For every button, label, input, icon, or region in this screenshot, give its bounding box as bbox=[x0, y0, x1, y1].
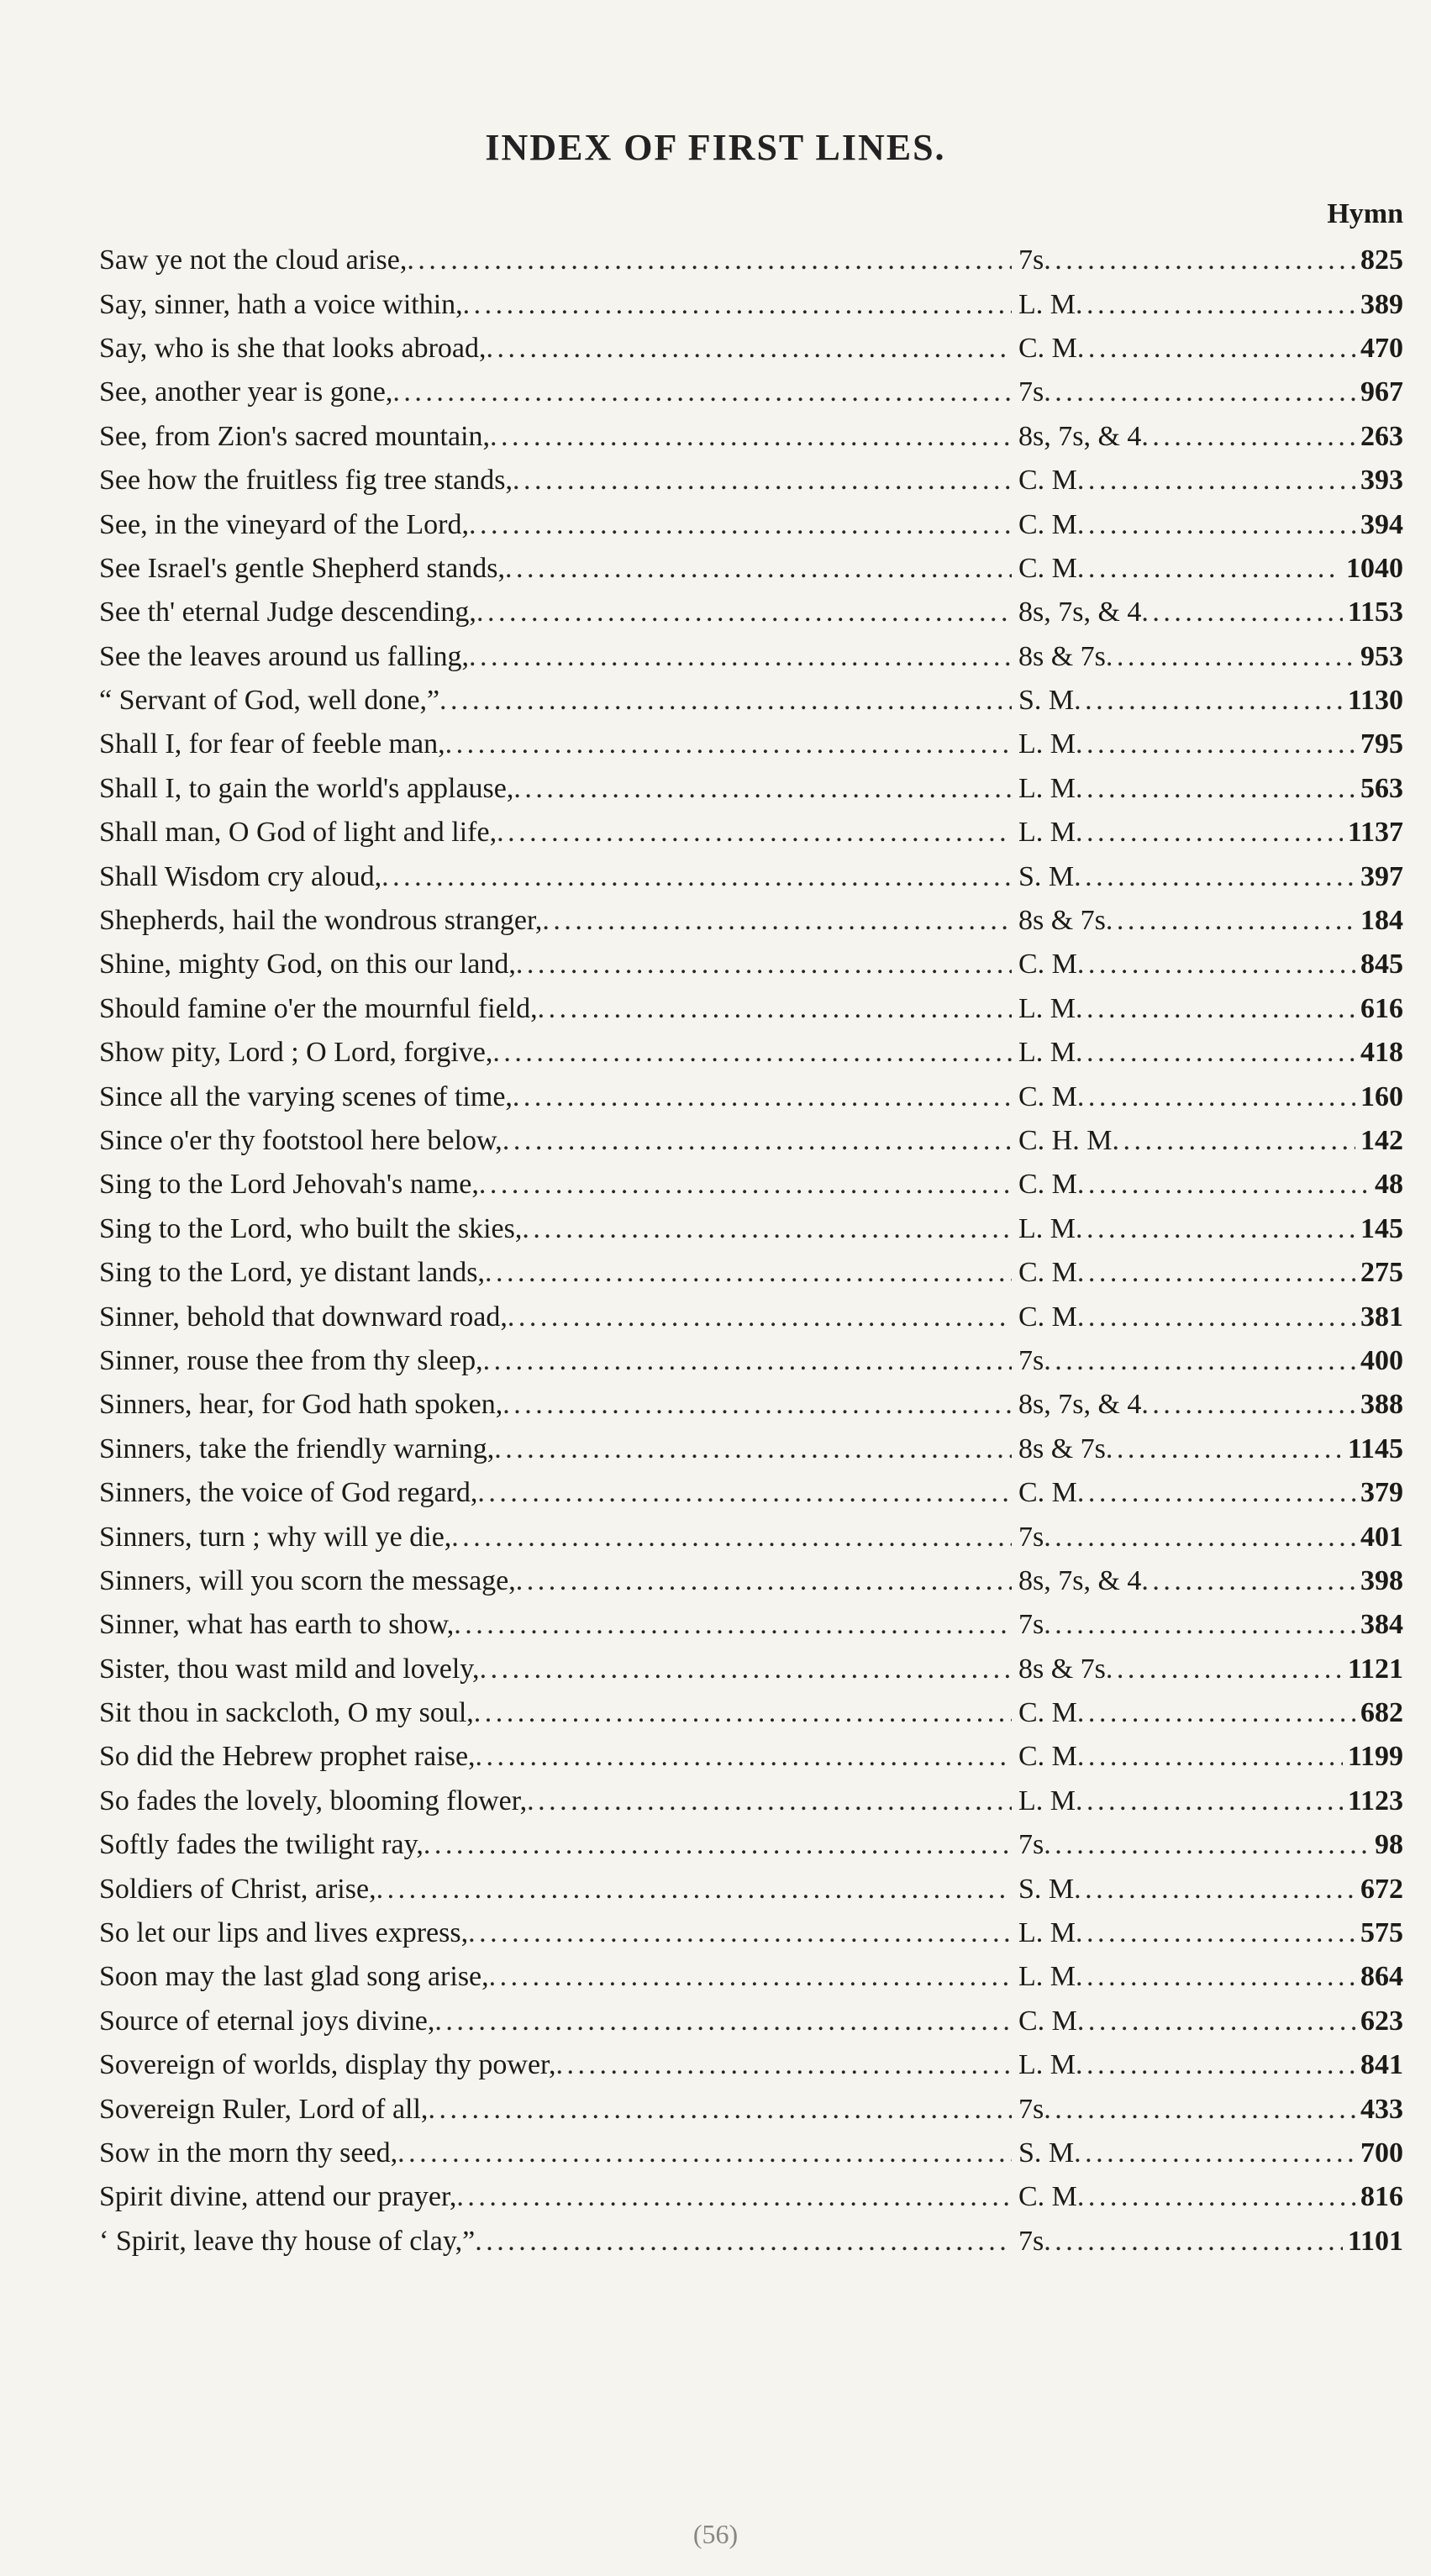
dot-leader bbox=[439, 684, 1012, 718]
index-entry bbox=[99, 987, 1403, 1031]
hymn-number: 816 bbox=[1360, 2181, 1403, 2213]
index-entry bbox=[99, 1735, 1403, 1779]
index-list bbox=[99, 239, 1403, 2263]
dot-leader bbox=[1077, 508, 1355, 542]
index-entry bbox=[99, 1780, 1403, 1823]
first-line: Saw ye not the cloud arise, bbox=[99, 244, 408, 276]
dot-leader bbox=[1074, 684, 1343, 718]
dot-leader bbox=[1076, 1036, 1355, 1070]
meter: 8s & 7s bbox=[1018, 905, 1106, 937]
dot-leader bbox=[1077, 1256, 1355, 1290]
hymn-number: 864 bbox=[1360, 1961, 1403, 1993]
dot-leader bbox=[1106, 640, 1355, 674]
hymn-number: 1199 bbox=[1347, 1741, 1403, 1773]
first-line: Say, sinner, hath a voice within, bbox=[99, 288, 463, 320]
first-line: ‘ Spirit, leave thy house of clay,” bbox=[99, 2225, 476, 2257]
index-entry bbox=[99, 1295, 1403, 1338]
index-entry bbox=[99, 854, 1403, 898]
hymn-number: 398 bbox=[1360, 1564, 1403, 1596]
dot-leader bbox=[434, 2005, 1012, 2038]
first-line: Spirit divine, attend our prayer, bbox=[99, 2181, 457, 2213]
dot-leader bbox=[1044, 2093, 1355, 2127]
dot-leader bbox=[1077, 1301, 1355, 1334]
dot-leader bbox=[392, 376, 1012, 409]
first-line: Sinner, rouse thee from thy sleep, bbox=[99, 1344, 483, 1376]
hymn-number: 397 bbox=[1360, 860, 1403, 892]
dot-leader bbox=[477, 1476, 1012, 1510]
dot-leader bbox=[483, 1344, 1012, 1378]
dot-leader bbox=[538, 992, 1012, 1026]
first-line: See, another year is gone, bbox=[99, 376, 393, 408]
index-entry bbox=[99, 591, 1403, 634]
index-entry bbox=[99, 1207, 1403, 1251]
dot-leader bbox=[445, 728, 1012, 761]
index-entry bbox=[99, 2132, 1403, 2175]
index-entry bbox=[99, 282, 1403, 326]
meter: C. M bbox=[1018, 552, 1077, 584]
dot-leader bbox=[502, 1388, 1012, 1422]
dot-leader bbox=[1077, 332, 1355, 365]
index-entry bbox=[99, 1648, 1403, 1691]
meter: 7s bbox=[1018, 2225, 1044, 2257]
index-entry bbox=[99, 1251, 1403, 1295]
dot-leader bbox=[522, 1212, 1012, 1246]
dot-leader bbox=[1077, 2180, 1355, 2214]
hymn-number: 48 bbox=[1375, 1169, 1403, 1201]
first-line: Sister, thou wast mild and lovely, bbox=[99, 1653, 480, 1685]
dot-leader bbox=[508, 1301, 1012, 1334]
first-line: Sinners, turn ; why will ye die, bbox=[99, 1521, 452, 1553]
hymn-number: 575 bbox=[1360, 1917, 1403, 1949]
dot-leader bbox=[428, 2093, 1012, 2127]
first-line: Softly fades the twilight ray, bbox=[99, 1829, 424, 1861]
meter: C. M bbox=[1018, 1477, 1077, 1509]
index-entry bbox=[99, 1911, 1403, 1955]
first-line: Sinner, what has earth to show, bbox=[99, 1609, 455, 1641]
index-entry bbox=[99, 1031, 1403, 1075]
hymn-number: 1040 bbox=[1346, 552, 1403, 584]
meter: S. M bbox=[1018, 860, 1075, 892]
first-line: See, in the vineyard of the Lord, bbox=[99, 508, 469, 540]
meter: C. M bbox=[1018, 1080, 1077, 1112]
hymn-number: 394 bbox=[1360, 508, 1403, 540]
dot-leader bbox=[505, 552, 1012, 586]
dot-leader bbox=[485, 1256, 1012, 1290]
meter: 7s bbox=[1018, 244, 1044, 276]
dot-leader bbox=[1076, 1212, 1355, 1246]
index-entry bbox=[99, 371, 1403, 414]
first-line: Soldiers of Christ, arise, bbox=[99, 1873, 376, 1905]
dot-leader bbox=[1076, 288, 1355, 322]
dot-leader bbox=[1077, 1168, 1370, 1201]
dot-leader bbox=[1106, 1433, 1343, 1466]
meter: 8s & 7s bbox=[1018, 1433, 1106, 1464]
dot-leader bbox=[1077, 1740, 1343, 1774]
meter: 7s bbox=[1018, 1829, 1044, 1861]
first-line: See Israel's gentle Shepherd stands, bbox=[99, 552, 505, 584]
hymn-number: 263 bbox=[1360, 420, 1403, 452]
dot-leader bbox=[397, 2137, 1012, 2170]
dot-leader bbox=[454, 1608, 1012, 1642]
meter: L. M bbox=[1018, 1917, 1076, 1949]
hymn-number: 1137 bbox=[1347, 817, 1403, 849]
dot-leader bbox=[376, 1873, 1012, 1906]
index-entry bbox=[99, 943, 1403, 986]
index-entry bbox=[99, 502, 1403, 546]
dot-leader bbox=[489, 1960, 1012, 1994]
dot-leader bbox=[497, 816, 1012, 849]
meter: 8s, 7s, & 4 bbox=[1018, 420, 1142, 452]
dot-leader bbox=[1077, 1080, 1355, 1114]
hymn-number: 275 bbox=[1360, 1257, 1403, 1289]
index-entry bbox=[99, 327, 1403, 371]
meter: S. M bbox=[1018, 685, 1075, 717]
hymn-number: 433 bbox=[1360, 2093, 1403, 2125]
dot-leader bbox=[468, 1916, 1012, 1950]
meter: L. M bbox=[1018, 1212, 1076, 1244]
index-entry bbox=[99, 1515, 1403, 1559]
dot-leader bbox=[1074, 2137, 1355, 2170]
dot-leader bbox=[1141, 420, 1355, 454]
first-line: Sovereign of worlds, display thy power, bbox=[99, 2049, 556, 2081]
dot-leader bbox=[1077, 1696, 1355, 1730]
hymn-number: 967 bbox=[1360, 376, 1403, 408]
dot-leader bbox=[516, 1564, 1012, 1598]
first-line: See th' eternal Judge descending, bbox=[99, 597, 476, 628]
hymn-number: 841 bbox=[1360, 2049, 1403, 2081]
hymn-number: 381 bbox=[1360, 1301, 1403, 1333]
index-entry bbox=[99, 1691, 1403, 1735]
dot-leader bbox=[527, 1785, 1012, 1818]
dot-leader bbox=[463, 288, 1012, 322]
first-line: So did the Hebrew prophet raise, bbox=[99, 1741, 476, 1773]
dot-leader bbox=[1076, 816, 1343, 849]
dot-leader bbox=[502, 1124, 1012, 1158]
hymn-number: 1101 bbox=[1347, 2225, 1403, 2257]
meter: 7s bbox=[1018, 2093, 1044, 2125]
first-line: Shall I, to gain the world's applause, bbox=[99, 772, 514, 804]
dot-leader bbox=[451, 1521, 1012, 1554]
dot-leader bbox=[1141, 596, 1342, 629]
dot-leader bbox=[556, 2048, 1012, 2082]
meter: 7s bbox=[1018, 376, 1044, 408]
hymn-number: 1145 bbox=[1347, 1433, 1403, 1464]
meter: S. M bbox=[1018, 2137, 1075, 2169]
first-line: Soon may the last glad song arise, bbox=[99, 1961, 489, 1993]
meter: 8s, 7s, & 4 bbox=[1018, 1564, 1142, 1596]
index-entry bbox=[99, 2087, 1403, 2131]
hymn-number: 389 bbox=[1360, 288, 1403, 320]
meter: C. M bbox=[1018, 1257, 1077, 1289]
hymn-number: 672 bbox=[1360, 1873, 1403, 1905]
dot-leader bbox=[480, 1653, 1012, 1686]
first-line: Sinners, take the friendly warning, bbox=[99, 1433, 495, 1464]
index-entry bbox=[99, 1603, 1403, 1647]
dot-leader bbox=[1044, 2225, 1343, 2258]
dot-leader bbox=[1076, 1916, 1355, 1950]
index-entry bbox=[99, 2175, 1403, 2219]
index-entry bbox=[99, 1955, 1403, 1999]
meter: C. M bbox=[1018, 508, 1077, 540]
meter: L. M bbox=[1018, 1785, 1076, 1816]
hymn-number: 616 bbox=[1360, 992, 1403, 1024]
index-entry bbox=[99, 415, 1403, 459]
first-line: Since all the varying scenes of time, bbox=[99, 1080, 513, 1112]
meter: L. M bbox=[1018, 728, 1076, 760]
dot-leader bbox=[494, 1433, 1012, 1466]
first-line: Sinners, will you scorn the message, bbox=[99, 1564, 516, 1596]
page-title: INDEX OF FIRST LINES. bbox=[485, 127, 946, 168]
hymn-number: 98 bbox=[1375, 1829, 1403, 1861]
hymn-number: 953 bbox=[1360, 640, 1403, 672]
dot-leader bbox=[407, 244, 1012, 277]
hymn-number: 142 bbox=[1360, 1125, 1403, 1156]
meter: L. M bbox=[1018, 1961, 1076, 1993]
first-line: Shall I, for fear of feeble man, bbox=[99, 728, 445, 760]
meter: 7s bbox=[1018, 1609, 1044, 1641]
hymn-number: 400 bbox=[1360, 1344, 1403, 1376]
index-entry bbox=[99, 723, 1403, 766]
dot-leader bbox=[1077, 1476, 1355, 1510]
first-line: Should famine o'er the mournful field, bbox=[99, 992, 538, 1024]
meter: C. M bbox=[1018, 1741, 1077, 1773]
meter: C. M bbox=[1018, 2005, 1077, 2037]
meter: L. M bbox=[1018, 992, 1076, 1024]
hymn-number: 184 bbox=[1360, 905, 1403, 937]
first-line: “ Servant of God, well done,” bbox=[99, 685, 440, 717]
first-line: Sing to the Lord, who built the skies, bbox=[99, 1212, 523, 1244]
dot-leader bbox=[476, 596, 1012, 629]
dot-leader bbox=[516, 948, 1012, 981]
dot-leader bbox=[1077, 552, 1341, 586]
index-entry bbox=[99, 1339, 1403, 1383]
index-entry bbox=[99, 2000, 1403, 2043]
meter: 8s & 7s bbox=[1018, 640, 1106, 672]
hymn-number: 470 bbox=[1360, 332, 1403, 364]
meter: L. M bbox=[1018, 772, 1076, 804]
hymn-number: 825 bbox=[1360, 244, 1403, 276]
dot-leader bbox=[487, 332, 1012, 365]
index-entry bbox=[99, 1867, 1403, 1911]
hymn-number: 1153 bbox=[1347, 597, 1403, 628]
meter: S. M bbox=[1018, 1873, 1075, 1905]
first-line: Sinners, the voice of God regard, bbox=[99, 1477, 478, 1509]
hymn-number: 393 bbox=[1360, 465, 1403, 497]
hymn-column-header: Hymn bbox=[1327, 198, 1403, 229]
index-entry bbox=[99, 1823, 1403, 1867]
meter: L. M bbox=[1018, 288, 1076, 320]
dot-leader bbox=[1077, 2005, 1355, 2038]
dot-leader bbox=[513, 1080, 1012, 1114]
index-entry bbox=[99, 1427, 1403, 1471]
dot-leader bbox=[1044, 376, 1355, 409]
dot-leader bbox=[1077, 948, 1355, 981]
index-entry bbox=[99, 2220, 1403, 2263]
index-entry bbox=[99, 1119, 1403, 1163]
first-line: Sinner, behold that downward road, bbox=[99, 1301, 508, 1333]
index-entry bbox=[99, 239, 1403, 282]
dot-leader bbox=[1141, 1564, 1355, 1598]
meter: L. M bbox=[1018, 817, 1076, 849]
first-line: Sing to the Lord Jehovah's name, bbox=[99, 1169, 479, 1201]
dot-leader bbox=[1044, 1828, 1370, 1862]
meter: C. M bbox=[1018, 2181, 1077, 2213]
first-line: See the leaves around us falling, bbox=[99, 640, 469, 672]
first-line: So fades the lovely, blooming flower, bbox=[99, 1785, 528, 1816]
dot-leader bbox=[475, 2225, 1012, 2258]
index-entry bbox=[99, 459, 1403, 502]
index-entry bbox=[99, 1383, 1403, 1427]
first-line: Source of eternal joys divine, bbox=[99, 2005, 435, 2037]
dot-leader bbox=[1076, 992, 1355, 1026]
index-entry bbox=[99, 2043, 1403, 2087]
meter: C. H. M bbox=[1018, 1125, 1113, 1156]
dot-leader bbox=[490, 420, 1012, 454]
dot-leader bbox=[1106, 904, 1355, 938]
index-entry bbox=[99, 1075, 1403, 1118]
index-entry bbox=[99, 1163, 1403, 1207]
meter: 7s bbox=[1018, 1344, 1044, 1376]
hymn-number: 384 bbox=[1360, 1609, 1403, 1641]
dot-leader bbox=[469, 640, 1012, 674]
hymn-number: 795 bbox=[1360, 728, 1403, 760]
dot-leader bbox=[1076, 728, 1355, 761]
hymn-number: 623 bbox=[1360, 2005, 1403, 2037]
dot-leader bbox=[1076, 772, 1355, 806]
meter: C. M bbox=[1018, 465, 1077, 497]
dot-leader bbox=[1044, 1608, 1355, 1642]
meter: C. M bbox=[1018, 1697, 1077, 1729]
hymn-number: 401 bbox=[1360, 1521, 1403, 1553]
hymn-number: 1121 bbox=[1347, 1653, 1403, 1685]
hymn-number: 682 bbox=[1360, 1697, 1403, 1729]
first-line: Sow in the morn thy seed, bbox=[99, 2137, 398, 2169]
meter: C. M bbox=[1018, 332, 1077, 364]
hymn-number: 700 bbox=[1360, 2137, 1403, 2169]
first-line: Shall Wisdom cry aloud, bbox=[99, 860, 382, 892]
dot-leader bbox=[456, 2180, 1012, 2214]
dot-leader bbox=[1076, 2048, 1355, 2082]
hymn-number: 379 bbox=[1360, 1477, 1403, 1509]
dot-leader bbox=[513, 464, 1012, 497]
meter: C. M bbox=[1018, 1169, 1077, 1201]
index-entry bbox=[99, 811, 1403, 854]
index-entry bbox=[99, 899, 1403, 943]
dot-leader bbox=[474, 1696, 1012, 1730]
index-entry bbox=[99, 1471, 1403, 1515]
dot-leader bbox=[492, 1036, 1012, 1070]
first-line: Since o'er thy footstool here below, bbox=[99, 1125, 502, 1156]
hymn-number: 145 bbox=[1360, 1212, 1403, 1244]
index-entry bbox=[99, 767, 1403, 811]
hymn-number: 563 bbox=[1360, 772, 1403, 804]
first-line: Sovereign Ruler, Lord of all, bbox=[99, 2093, 429, 2125]
meter: 8s, 7s, & 4 bbox=[1018, 1389, 1142, 1421]
dot-leader bbox=[1044, 1344, 1355, 1378]
hymn-number: 845 bbox=[1360, 949, 1403, 980]
dot-leader bbox=[1141, 1388, 1355, 1422]
first-line: Sing to the Lord, ye distant lands, bbox=[99, 1257, 485, 1289]
page-number: (56) bbox=[692, 2519, 739, 2549]
first-line: Show pity, Lord ; O Lord, forgive, bbox=[99, 1037, 493, 1069]
hymn-number: 418 bbox=[1360, 1037, 1403, 1069]
dot-leader bbox=[1044, 1521, 1355, 1554]
meter: 8s, 7s, & 4 bbox=[1018, 597, 1142, 628]
dot-leader bbox=[1106, 1653, 1343, 1686]
dot-leader bbox=[1076, 1785, 1343, 1818]
meter: 8s & 7s bbox=[1018, 1653, 1106, 1685]
index-entry bbox=[99, 679, 1403, 723]
first-line: See how the fruitless fig tree stands, bbox=[99, 465, 513, 497]
hymn-number: 388 bbox=[1360, 1389, 1403, 1421]
meter: 7s bbox=[1018, 1521, 1044, 1553]
dot-leader bbox=[1077, 464, 1355, 497]
dot-leader bbox=[1074, 1873, 1355, 1906]
first-line: Say, who is she that looks abroad, bbox=[99, 332, 487, 364]
first-line: So let our lips and lives express, bbox=[99, 1917, 469, 1949]
dot-leader bbox=[469, 508, 1012, 542]
first-line: Sit thou in sackcloth, O my soul, bbox=[99, 1697, 474, 1729]
dot-leader bbox=[1076, 1960, 1355, 1994]
hymn-number: 1130 bbox=[1347, 685, 1403, 717]
hymn-number: 160 bbox=[1360, 1080, 1403, 1112]
index-entry bbox=[99, 635, 1403, 679]
meter: L. M bbox=[1018, 2049, 1076, 2081]
dot-leader bbox=[476, 1740, 1012, 1774]
meter: C. M bbox=[1018, 1301, 1077, 1333]
first-line: Shepherds, hail the wondrous stranger, bbox=[99, 905, 543, 937]
dot-leader bbox=[1044, 244, 1355, 277]
first-line: Shine, mighty God, on this our land, bbox=[99, 949, 516, 980]
dot-leader bbox=[1112, 1124, 1355, 1158]
dot-leader bbox=[424, 1828, 1012, 1862]
meter: L. M bbox=[1018, 1037, 1076, 1069]
first-line: Sinners, hear, for God hath spoken, bbox=[99, 1389, 503, 1421]
index-entry bbox=[99, 1559, 1403, 1603]
first-line: Shall man, O God of light and life, bbox=[99, 817, 497, 849]
hymn-number: 1123 bbox=[1347, 1785, 1403, 1816]
dot-leader bbox=[513, 772, 1012, 806]
meter: C. M bbox=[1018, 949, 1077, 980]
first-line: See, from Zion's sacred mountain, bbox=[99, 420, 491, 452]
dot-leader bbox=[381, 860, 1012, 894]
dot-leader bbox=[542, 904, 1012, 938]
index-entry bbox=[99, 547, 1403, 591]
dot-leader bbox=[479, 1168, 1012, 1201]
dot-leader bbox=[1074, 860, 1355, 894]
